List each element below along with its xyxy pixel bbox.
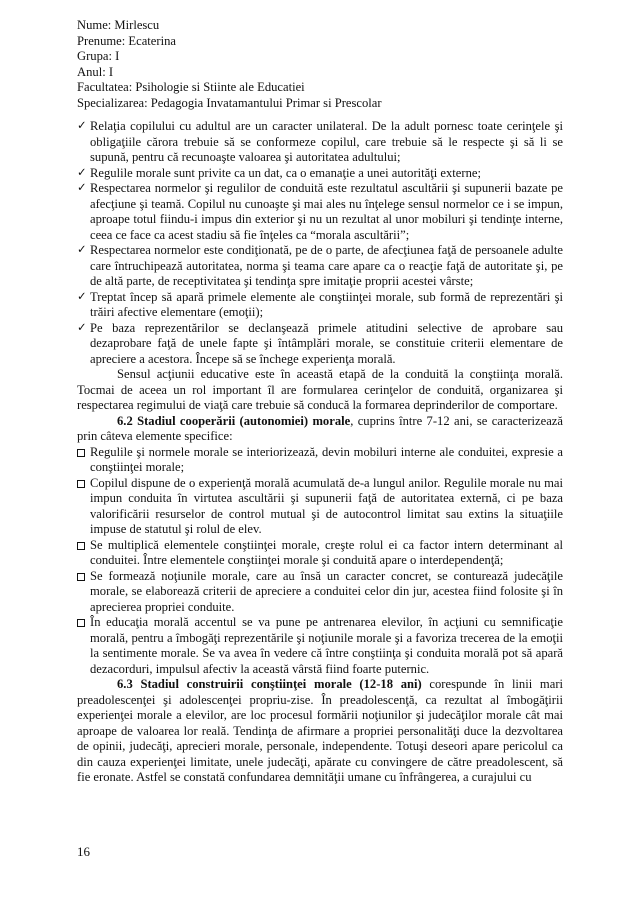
- square-bullet-icon: [77, 476, 90, 538]
- section-heading: 6.3 Stadiul construirii conştiinţei morale (12-18 ani): [117, 677, 422, 691]
- header-anul: Anul: I: [77, 64, 114, 79]
- list-item: ✓ Treptat încep să apară primele elemente ale conştiinţei morale, sub formă de reprezentări şi trăiri afective elementare (emoţii);: [77, 289, 563, 319]
- section-6-3-paragraph: 6.3 Stadiul construirii conştiinţei morale (12-18 ani) corespunde în linii mari preadolescenţei şi adolescenţei propriu-zise. În preadolescenţă, ca rezultat al îmbogăţirii experienţei morale a elevilor, are loc procesul formării noţiunilor şi judecăţilor morale cât mai aproape de valoarea lor reală. Tendinţa de afirmare a propriei personalităţi duce la dezvoltarea de opinii, judecăţi, aprecieri morale, personale, independente. Totuşi deseori apare pericolul ca din cauza experienţei limitate, unele judecăţi, apărate cu convingere de către preadolescent, să fie eronate. Astfel se constată confundarea demnităţii umane cu înfrângerea, a curajului cu: [77, 677, 564, 784]
- list-item: Se formează noţiunile morale, care au însă un caracter concret, se conturează judecăţile morale, se elaborează criterii de apreciere a conduitei celor din jur, acestea fiind folosite şi în aprecierea propriei conduite.: [77, 569, 563, 616]
- box-list: [77, 445, 563, 678]
- paragraph: Sensul acţiunii educative este în această etapă de la conduită la conştiinţa morală. Tocmai de aceea un rol important îl are formularea cerinţelor de conduită, organizarea şi respectarea regimului de viaţă care trebuie să conducă la formarea deprinderilor de comportare.: [77, 367, 563, 412]
- list-item: În educaţia morală accentul se va pune pe antrenarea elevilor, în acţiuni cu semnificaţie morală, pentru a îmbogăţi reprezentările şi noţiunile morale şi a favoriza trecerea de la emoţii la sentimente morale. Se va avea în vedere că între conştiinţa şi conduita morală pot să apară dezacorduri, impulsul afectiv la această vârstă fiind foarte puternic.: [77, 615, 563, 677]
- list-item: Regulile şi normele morale se interiorizează, devin mobiluri interne ale conduitei, expresie a conştiinţei morale;: [77, 445, 563, 476]
- list-item: ✓ Regulile morale sunt privite ca un dat, ca o emanaţie a unei autorităţi externe;: [77, 165, 481, 180]
- list-item: ✓ Respectarea normelor şi regulilor de conduită este rezultatul ascultării şi supunerii bazate pe afecţiune şi teamă. Copilul nu cunoaşte şi mai ales nu înţelege sensul normelor ce i se impun, aproape totul fiindu-i impus din exterior şi nu un rezultat al unor mobiluri şi tendinţe interne, ceea ce face ca acest stadiu să fie înţeles ca “morala ascultării”;: [77, 181, 563, 242]
- square-bullet-icon: [77, 615, 90, 677]
- header-prenume: Prenume: Ecaterina: [77, 33, 176, 48]
- check-icon: ✓: [77, 166, 87, 179]
- check-list: [77, 119, 563, 367]
- header-grupa: Grupa: I: [77, 49, 120, 63]
- document-page: [77, 18, 563, 786]
- header-nume: Nume: Mirlescu: [77, 18, 160, 32]
- check-icon: ✓: [77, 290, 87, 303]
- section-6-2-paragraph: 6.2 Stadiul cooperării (autonomiei) morale, cuprins între 7-12 ani, se caracterizează prin câteva elemente specifice:: [77, 413, 563, 443]
- check-icon: ✓: [77, 120, 87, 132]
- square-bullet-icon: [77, 445, 90, 476]
- square-bullet-icon: [77, 538, 90, 569]
- check-icon: ✓: [77, 321, 87, 334]
- section-heading: 6.2 Stadiul cooperării (autonomiei) morale: [117, 413, 351, 428]
- header-specializarea: Specializarea: Pedagogia Invatamantului Primar si Prescolar: [77, 95, 382, 110]
- check-icon: ✓: [77, 182, 87, 194]
- square-bullet-icon: [77, 569, 90, 616]
- list-item: Copilul dispune de o experienţă morală acumulată de-a lungul anilor. Regulile morale nu mai impun conduita în virtutea ascultării şi supunerii faţă de autoritatea externă, ci pe baza valorificării resurselor de control mutual şi de autocontrol limitat sau extins la situaţiile impuse de statutul şi rolul de elev.: [77, 476, 563, 538]
- list-item: ✓ Respectarea normelor este condiţionată, pe de o parte, de afecţiunea faţă de persoanele adulte care întruchipează autoritatea, norma şi teama care apare ca o reacţie faţă de autoritate şi, pe de altă parte, de receptivitatea şi tendinţa spre imitaţie proprii acestei vârste;: [77, 243, 563, 288]
- header-facultatea: Facultatea: Psihologie si Stiinte ale Educatiei: [77, 80, 305, 94]
- list-item: Se multiplică elementele conştiinţei morale, creşte rolul ei ca factor intern determinant al conduitei. Între elementele conştiinţei morale şi conduită apare o interdependenţă;: [77, 538, 563, 569]
- page-number: 16: [77, 844, 90, 859]
- list-item: ✓ Pe baza reprezentărilor se declanşează primele atitudini selective de aprobare sau dezaprobare faţă de unele fapte şi întâmplări morale, se constituie criterii elementare de apreciere a acestora. Începe să se închege experienţa morală.: [77, 320, 563, 366]
- student-header: [77, 18, 563, 111]
- check-icon: ✓: [77, 244, 87, 256]
- list-item: ✓ Relaţia copilului cu adultul are un caracter unilateral. De la adult pornesc toate cerinţele şi obligaţiile cărora trebuie să se conformeze copilul, care trebuie să le respecte şi să li se supună, pentru că recunoaşte valoarea şi autoritatea adultului;: [77, 119, 563, 164]
